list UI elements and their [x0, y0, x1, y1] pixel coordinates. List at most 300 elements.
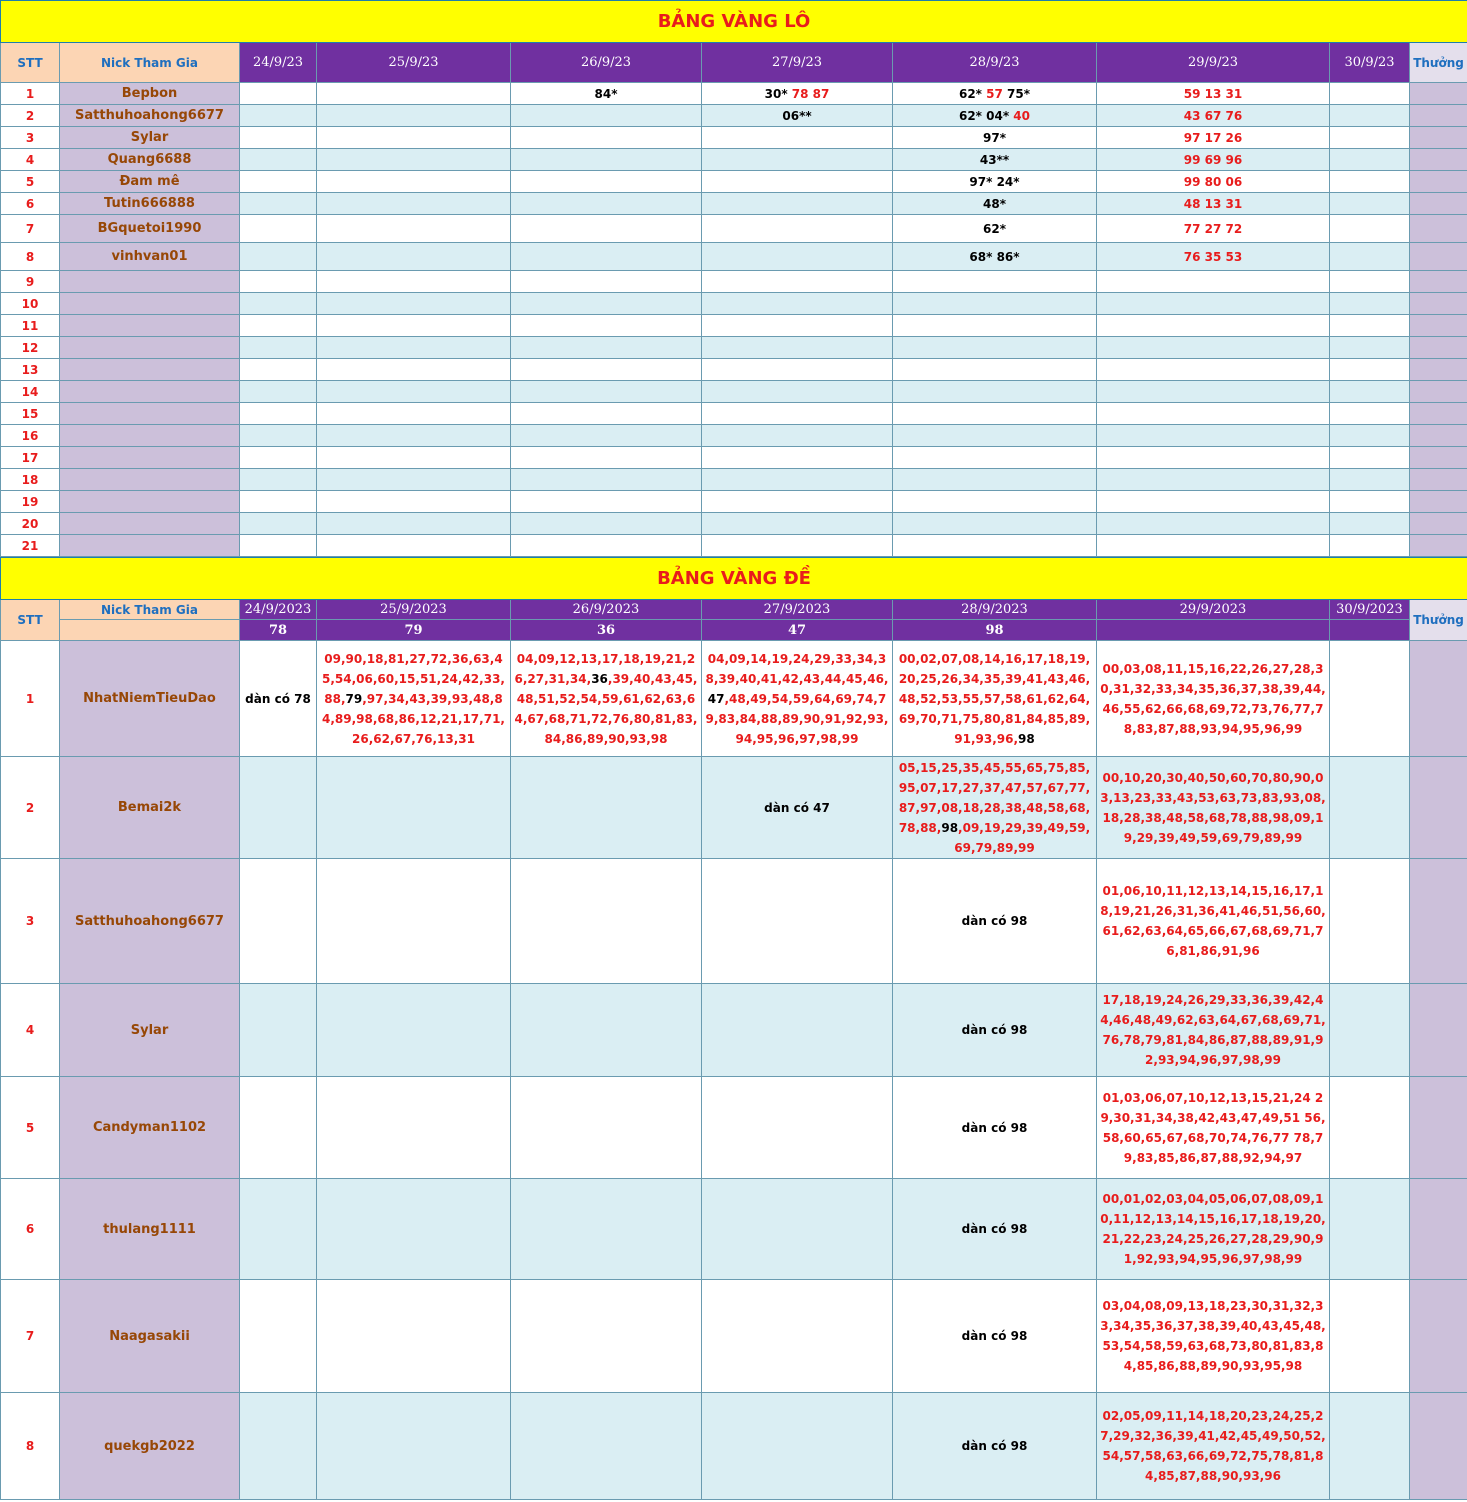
day-cell	[1330, 513, 1410, 535]
day-cell	[511, 215, 702, 243]
row-nick	[60, 513, 240, 535]
day-cell	[1330, 757, 1410, 859]
prize-cell	[1410, 215, 1467, 243]
de-result	[1097, 620, 1330, 641]
day-cell	[702, 193, 893, 215]
day-cell	[240, 491, 317, 513]
de-result: 36	[511, 620, 702, 641]
row-nick	[60, 271, 240, 293]
day-cell	[1330, 149, 1410, 171]
prize-cell	[1410, 315, 1467, 337]
prize-cell	[1410, 83, 1467, 105]
day-cell	[1330, 193, 1410, 215]
row-nick: vinhvan01	[60, 243, 240, 271]
day-cell	[1330, 315, 1410, 337]
day-cell	[893, 1077, 1097, 1179]
lo-title: BẢNG VÀNG LÔ	[1, 1, 1467, 43]
day-cell	[893, 381, 1097, 403]
number-text: 47	[707, 691, 725, 706]
day-cell	[1097, 1077, 1330, 1179]
row-stt: 21	[1, 535, 60, 557]
day-cell	[317, 535, 511, 557]
day-cell	[893, 513, 1097, 535]
day-cell	[1330, 105, 1410, 127]
day-cell	[702, 1077, 893, 1179]
day-cell	[893, 447, 1097, 469]
number-text: 02,05,09,11,14,18,20,23,24,25,27,29,32,36,39,41,42,45,49,50,52,54,57,58,63,66,69,72,75,78,81,84,85,87,88,90,93,96	[1100, 1409, 1326, 1483]
day-cell	[1330, 1077, 1410, 1179]
row-stt: 18	[1, 469, 60, 491]
day-cell	[1097, 315, 1330, 337]
day-cell	[240, 1393, 317, 1500]
day-cell	[240, 271, 317, 293]
row-nick: Naagasakii	[60, 1280, 240, 1393]
prize-cell	[1410, 243, 1467, 271]
number-text: 00,01,02,03,04,05,06,07,08,09,10,11,12,13,14,15,16,17,18,19,20,21,22,23,24,25,26,27,28,29,90,91,92,93,94,95,96,97,98,99	[1100, 1192, 1326, 1266]
number-text: 40	[1013, 108, 1030, 123]
day-cell	[511, 513, 702, 535]
day-cell	[240, 193, 317, 215]
number-text: 00,10,20,30,40,50,60,70,80,90,03,13,23,33,43,53,63,73,83,93,08,18,28,38,48,58,68,78,88,98,09,19,29,39,49,59,69,79,89,99	[1100, 770, 1326, 845]
day-cell	[1097, 171, 1330, 193]
row-nick	[60, 381, 240, 403]
day-cell	[240, 757, 317, 859]
number-text: 97*	[983, 130, 1006, 145]
number-text: 00,02,07,08,14,16,17,18,19,20,25,26,34,35,39,41,43,46,48,52,53,55,57,58,61,62,64,69,70,71,75,80,81,84,85,89,91,93,96,	[898, 651, 1091, 746]
de-table	[0, 557, 1467, 1500]
de-header-date: 26/9/2023	[511, 600, 702, 620]
day-cell	[702, 149, 893, 171]
number-text: 43 67 76	[1183, 108, 1243, 123]
row-stt: 8	[1, 1393, 60, 1500]
prize-cell	[1410, 271, 1467, 293]
day-cell	[511, 293, 702, 315]
prize-cell	[1410, 293, 1467, 315]
table-row	[1, 984, 1467, 1077]
prize-cell	[1410, 337, 1467, 359]
prize-cell	[1410, 403, 1467, 425]
day-cell	[240, 337, 317, 359]
day-cell	[1097, 757, 1330, 859]
prize-cell	[1410, 513, 1467, 535]
day-cell	[702, 127, 893, 149]
day-cell	[893, 193, 1097, 215]
day-cell	[702, 641, 893, 757]
number-text: 76 35 53	[1183, 249, 1243, 264]
day-cell	[240, 171, 317, 193]
row-nick: Candyman1102	[60, 1077, 240, 1179]
day-cell	[893, 757, 1097, 859]
day-cell	[317, 127, 511, 149]
day-cell	[1097, 425, 1330, 447]
number-text: 48*	[983, 196, 1006, 211]
day-cell	[1097, 859, 1330, 984]
day-cell	[240, 127, 317, 149]
number-text: 43**	[979, 152, 1010, 167]
number-text: 62* 04*	[958, 108, 1014, 123]
row-stt: 20	[1, 513, 60, 535]
day-cell	[240, 535, 317, 557]
table-row	[1, 243, 1467, 271]
day-cell	[511, 193, 702, 215]
day-cell	[317, 105, 511, 127]
day-cell	[240, 1077, 317, 1179]
table-row	[1, 469, 1467, 491]
de-result: 98	[893, 620, 1097, 641]
prize-cell	[1410, 984, 1467, 1077]
row-stt: 5	[1, 1077, 60, 1179]
day-cell	[1330, 337, 1410, 359]
day-cell	[511, 271, 702, 293]
day-cell	[1097, 535, 1330, 557]
day-cell	[1330, 359, 1410, 381]
number-text: 03,04,08,09,13,18,23,30,31,32,33,34,35,36,37,38,39,40,43,45,48,53,54,58,59,63,68,73,80,81,83,84,85,86,88,89,90,93,95,98	[1100, 1299, 1326, 1373]
day-cell	[1097, 491, 1330, 513]
number-text: 77 27 72	[1183, 221, 1243, 236]
day-cell	[317, 757, 511, 859]
prize-cell	[1410, 1179, 1467, 1280]
prize-cell	[1410, 171, 1467, 193]
prize-cell	[1410, 757, 1467, 859]
prize-cell	[1410, 469, 1467, 491]
de-header-date: 25/9/2023	[317, 600, 511, 620]
day-cell	[240, 513, 317, 535]
de-result: 78	[240, 620, 317, 641]
row-stt: 12	[1, 337, 60, 359]
prize-cell	[1410, 425, 1467, 447]
day-cell	[240, 1179, 317, 1280]
row-stt: 6	[1, 1179, 60, 1280]
lo-header-date: 29/9/23	[1097, 43, 1330, 83]
day-cell	[702, 271, 893, 293]
table-row	[1, 215, 1467, 243]
table-row	[1, 127, 1467, 149]
row-stt: 8	[1, 243, 60, 271]
row-nick: Quang6688	[60, 149, 240, 171]
row-nick	[60, 535, 240, 557]
day-cell	[1330, 469, 1410, 491]
row-nick: Bepbon	[60, 83, 240, 105]
day-cell	[317, 641, 511, 757]
table-row	[1, 1179, 1467, 1280]
day-cell	[1330, 535, 1410, 557]
day-cell	[893, 243, 1097, 271]
number-text: 68* 86*	[969, 249, 1020, 264]
table-row	[1, 1393, 1467, 1500]
day-cell	[893, 1393, 1097, 1500]
day-cell	[511, 243, 702, 271]
day-cell	[1330, 447, 1410, 469]
day-cell	[511, 1077, 702, 1179]
row-stt: 7	[1, 215, 60, 243]
prize-cell	[1410, 1077, 1467, 1179]
day-cell	[511, 491, 702, 513]
day-cell	[240, 1280, 317, 1393]
day-cell	[893, 469, 1097, 491]
table-row	[1, 359, 1467, 381]
table-row	[1, 105, 1467, 127]
day-cell	[240, 469, 317, 491]
row-nick	[60, 293, 240, 315]
day-cell	[511, 757, 702, 859]
prize-cell	[1410, 193, 1467, 215]
row-nick	[60, 337, 240, 359]
row-nick: Satthuhoahong6677	[60, 859, 240, 984]
day-cell	[702, 359, 893, 381]
lo-rows	[1, 83, 1467, 557]
prize-cell	[1410, 1280, 1467, 1393]
day-cell	[702, 1393, 893, 1500]
prize-cell	[1410, 105, 1467, 127]
day-cell	[240, 447, 317, 469]
day-cell	[702, 337, 893, 359]
day-cell	[1330, 1179, 1410, 1280]
day-cell	[511, 315, 702, 337]
prize-cell	[1410, 641, 1467, 757]
number-text: 98	[941, 820, 959, 835]
day-cell	[893, 491, 1097, 513]
day-cell	[511, 641, 702, 757]
row-stt: 15	[1, 403, 60, 425]
day-cell	[317, 359, 511, 381]
day-cell	[511, 171, 702, 193]
de-title: BẢNG VÀNG ĐỀ	[1, 558, 1467, 600]
day-cell	[511, 127, 702, 149]
row-nick	[60, 447, 240, 469]
table-row	[1, 513, 1467, 535]
table-row	[1, 83, 1467, 105]
number-text: 97* 24*	[969, 174, 1020, 189]
number-text: 78 87	[791, 86, 830, 101]
day-cell	[1097, 359, 1330, 381]
row-stt: 6	[1, 193, 60, 215]
day-cell	[240, 293, 317, 315]
day-cell	[240, 243, 317, 271]
day-cell	[317, 513, 511, 535]
number-text: 97 17 26	[1183, 130, 1243, 145]
row-stt: 16	[1, 425, 60, 447]
number-text: 75*	[1007, 86, 1031, 101]
day-cell	[511, 469, 702, 491]
day-cell	[1330, 1393, 1410, 1500]
table-row	[1, 315, 1467, 337]
day-cell	[1330, 215, 1410, 243]
number-text: ,39,40,43,45,48,51,52,54,59,61,62,63,64,67,68,71,72,76,80,81,83,84,86,89,90,93,98	[514, 671, 698, 746]
day-cell	[317, 1077, 511, 1179]
day-cell	[1097, 149, 1330, 171]
table-row	[1, 193, 1467, 215]
table-row	[1, 859, 1467, 984]
row-nick: Tutin666888	[60, 193, 240, 215]
prize-cell	[1410, 127, 1467, 149]
day-cell	[317, 403, 511, 425]
table-row	[1, 491, 1467, 513]
de-rows	[1, 641, 1467, 1500]
number-text: ,09,19,29,39,49,59,69,79,89,99	[954, 820, 1091, 855]
number-text: 79	[345, 691, 363, 706]
lo-header-stt: STT	[1, 43, 60, 83]
lo-header-date: 25/9/23	[317, 43, 511, 83]
day-cell	[511, 1393, 702, 1500]
day-cell	[702, 243, 893, 271]
row-stt: 14	[1, 381, 60, 403]
day-cell	[511, 105, 702, 127]
de-header-date: 30/9/2023	[1330, 600, 1410, 620]
day-cell	[893, 337, 1097, 359]
lo-header-date: 27/9/23	[702, 43, 893, 83]
prize-cell	[1410, 491, 1467, 513]
table-row	[1, 149, 1467, 171]
day-cell	[1330, 984, 1410, 1077]
number-text: 48 13 31	[1183, 196, 1243, 211]
day-cell	[317, 215, 511, 243]
day-cell	[317, 271, 511, 293]
day-cell	[1097, 271, 1330, 293]
day-cell	[1097, 513, 1330, 535]
number-text: ,48,49,54,59,64,69,74,79,83,84,88,89,90,91,92,93,94,95,96,97,98,99	[705, 691, 889, 746]
number-text: 09,90,18,81,27,72,36,63,45,54,06,60,15,51,24,42,33,88,	[322, 651, 505, 706]
day-cell	[317, 984, 511, 1077]
number-text: 01,06,10,11,12,13,14,15,16,17,18,19,21,26,31,36,41,46,51,56,60,61,62,63,64,65,66,67,68,69,71,76,81,86,91,96	[1100, 884, 1326, 958]
row-nick	[60, 315, 240, 337]
day-cell	[702, 425, 893, 447]
day-cell	[702, 293, 893, 315]
lo-header-prize: Thưởng	[1410, 43, 1467, 83]
table-row	[1, 403, 1467, 425]
day-cell	[893, 984, 1097, 1077]
day-cell	[1097, 337, 1330, 359]
day-cell	[893, 149, 1097, 171]
day-cell	[1097, 447, 1330, 469]
day-cell	[1097, 243, 1330, 271]
day-cell	[511, 425, 702, 447]
day-cell	[511, 535, 702, 557]
day-cell	[317, 337, 511, 359]
prize-cell	[1410, 359, 1467, 381]
day-cell	[702, 447, 893, 469]
prize-cell	[1410, 1393, 1467, 1500]
row-stt: 10	[1, 293, 60, 315]
number-text: 04,09,12,13,17,18,19,21,26,27,31,34,	[514, 651, 696, 686]
day-cell	[1330, 403, 1410, 425]
table-row	[1, 425, 1467, 447]
day-cell	[511, 447, 702, 469]
row-nick: thulang1111	[60, 1179, 240, 1280]
day-cell	[317, 491, 511, 513]
number-text: 98	[1018, 731, 1035, 746]
number-text: 84*	[594, 86, 618, 101]
number-text: 00,03,08,11,15,16,22,26,27,28,30,31,32,33,34,35,36,37,38,39,44,46,55,62,66,68,69,72,73,76,77,78,83,87,88,93,94,95,96,99	[1100, 661, 1326, 736]
day-cell	[317, 1280, 511, 1393]
day-cell	[240, 315, 317, 337]
day-cell	[702, 757, 893, 859]
de-header-nick-blank	[60, 620, 240, 641]
number-text: dàn có 78	[245, 691, 311, 706]
number-text: 17,18,19,24,26,29,33,36,39,42,44,46,48,49,62,63,64,67,68,69,71,76,78,79,81,84,86,87,88,89,91,92,93,94,96,97,98,99	[1100, 993, 1326, 1067]
number-text: dàn có 98	[961, 1023, 1028, 1037]
de-header-date: 28/9/2023	[893, 600, 1097, 620]
day-cell	[511, 403, 702, 425]
day-cell	[1097, 403, 1330, 425]
de-result: 47	[702, 620, 893, 641]
day-cell	[240, 359, 317, 381]
day-cell	[702, 105, 893, 127]
prize-cell	[1410, 381, 1467, 403]
day-cell	[893, 315, 1097, 337]
day-cell	[317, 447, 511, 469]
de-result	[1330, 620, 1410, 641]
day-cell	[317, 315, 511, 337]
number-text: 30*	[764, 86, 792, 101]
day-cell	[1097, 381, 1330, 403]
day-cell	[1097, 1179, 1330, 1280]
row-nick: NhatNiemTieuDao	[60, 641, 240, 757]
row-nick: Đam mê	[60, 171, 240, 193]
day-cell	[240, 105, 317, 127]
table-row	[1, 381, 1467, 403]
row-stt: 4	[1, 149, 60, 171]
day-cell	[702, 381, 893, 403]
number-text: dàn có 98	[961, 1222, 1028, 1236]
de-result: 79	[317, 620, 511, 641]
row-nick: BGquetoi1990	[60, 215, 240, 243]
number-text: 57	[986, 86, 1008, 101]
de-header-date: 29/9/2023	[1097, 600, 1330, 620]
day-cell	[317, 193, 511, 215]
day-cell	[240, 641, 317, 757]
number-text: 01,03,06,07,10,12,13,15,21,24 29,30,31,34,38,42,43,47,49,51 56,58,60,65,67,68,70,74,76,77 78,79,83,85,86,87,88,92,94,97	[1100, 1090, 1326, 1165]
number-text: 59 13 31	[1183, 86, 1243, 101]
lo-header-date: 28/9/23	[893, 43, 1097, 83]
day-cell	[702, 1179, 893, 1280]
day-cell	[893, 535, 1097, 557]
number-text: 62*	[983, 221, 1006, 236]
row-stt: 11	[1, 315, 60, 337]
row-nick	[60, 425, 240, 447]
row-stt: 1	[1, 83, 60, 105]
row-nick	[60, 469, 240, 491]
day-cell	[317, 1393, 511, 1500]
day-cell	[317, 859, 511, 984]
prize-cell	[1410, 535, 1467, 557]
prize-cell	[1410, 859, 1467, 984]
de-header-prize: Thưởng	[1410, 600, 1467, 641]
row-stt: 13	[1, 359, 60, 381]
day-cell	[240, 425, 317, 447]
row-nick	[60, 359, 240, 381]
day-cell	[1097, 215, 1330, 243]
day-cell	[893, 105, 1097, 127]
row-nick: Satthuhoahong6677	[60, 105, 240, 127]
day-cell	[1097, 1280, 1330, 1393]
row-stt: 19	[1, 491, 60, 513]
day-cell	[893, 859, 1097, 984]
prize-cell	[1410, 447, 1467, 469]
day-cell	[1097, 984, 1330, 1077]
lo-header-nick: Nick Tham Gia	[60, 43, 240, 83]
row-stt: 1	[1, 641, 60, 757]
number-text: 06**	[782, 108, 812, 123]
day-cell	[240, 83, 317, 105]
day-cell	[893, 271, 1097, 293]
day-cell	[511, 1280, 702, 1393]
day-cell	[893, 403, 1097, 425]
number-text: 62*	[958, 86, 987, 101]
day-cell	[317, 381, 511, 403]
day-cell	[317, 149, 511, 171]
day-cell	[317, 243, 511, 271]
row-nick: Sylar	[60, 984, 240, 1077]
